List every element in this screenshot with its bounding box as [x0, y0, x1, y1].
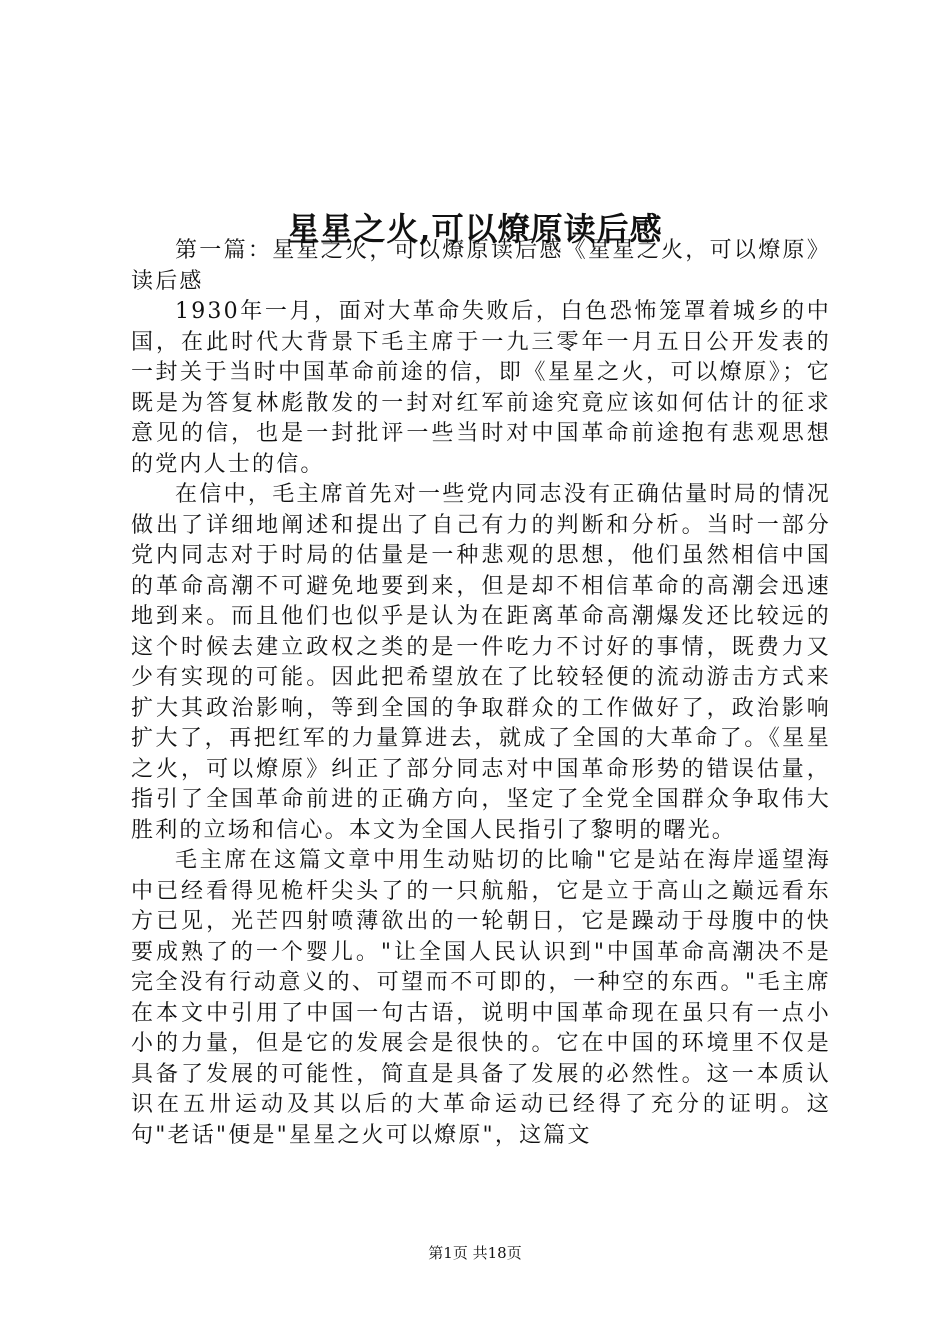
page-number: 第1页 共18页: [428, 1244, 522, 1262]
paragraph: 1930年一月，面对大革命失败后，白色恐怖笼罩着城乡的中国，在此时代大背景下毛主席于一九三零年一月五日公开发表的一封关于当时中国革命前途的信，即《星星之火，可以燎原》；它既是为答复林彪散发的一封对红军前途究竟应该如何估计的征求意见的信，也是一封批评一些当时对中国革命前途抱有悲观思想的党内人士的信。: [131, 299, 831, 477]
paragraph: 毛主席在这篇文章中用生动贴切的比喻"它是站在海岸遥望海中已经看得见桅杆尖头了的一只航船，它是立于高山之巅远看东方已见，光芒四射喷薄欲出的一轮朝日，它是躁动于母腹中的快要成熟了的一个婴儿。"让全国人民认识到"中国革命高潮决不是完全没有行动意义的、可望而不可即的，一种空的东西。"毛主席在本文中引用了中国一句古语，说明中国革命现在虽只有一点小小的力量，但是它的发展会是很快的。它在中国的环境里不仅是具备了发展的可能性，简直是具备了发展的必然性。这一本质认识在五卅运动及其以后的大革命运动已经得了充分的证明。这句"老话"便是"星星之火可以燎原"，这篇文: [131, 848, 831, 1148]
paragraph-heading: 第一篇：星星之火，可以燎原读后感《星星之火，可以燎原》读后感: [131, 238, 831, 294]
paragraph: 在信中，毛主席首先对一些党内同志没有正确估量时局的情况做出了详细地阐述和提出了自己有力的判断和分析。当时一部分党内同志对于时局的估量是一种悲观的思想，他们虽然相信中国的革命高潮不可避免地要到来，但是却不相信革命的高潮会迅速地到来。而且他们也似乎是认为在距离革命高潮爆发还比较远的这个时候去建立政权之类的是一件吃力不讨好的事情，既费力又少有实现的可能。因此把希望放在了比较轻便的流动游击方式来扩大其政治影响，等到全国的争取群众的工作做好了，政治影响扩大了，再把红军的力量算进去，就成了全国的大革命了。《星星之火，可以燎原》纠正了部分同志对中国革命形势的错误估量，指引了全国革命前进的正确方向，坚定了全党全国群众争取伟大胜利的立场和信心。本文为全国人民指引了黎明的曙光。: [131, 482, 831, 843]
page-footer: [0, 1243, 950, 1263]
document-title: 星星之火,可以燎原读后感: [287, 210, 663, 249]
document-body: [131, 236, 831, 1151]
